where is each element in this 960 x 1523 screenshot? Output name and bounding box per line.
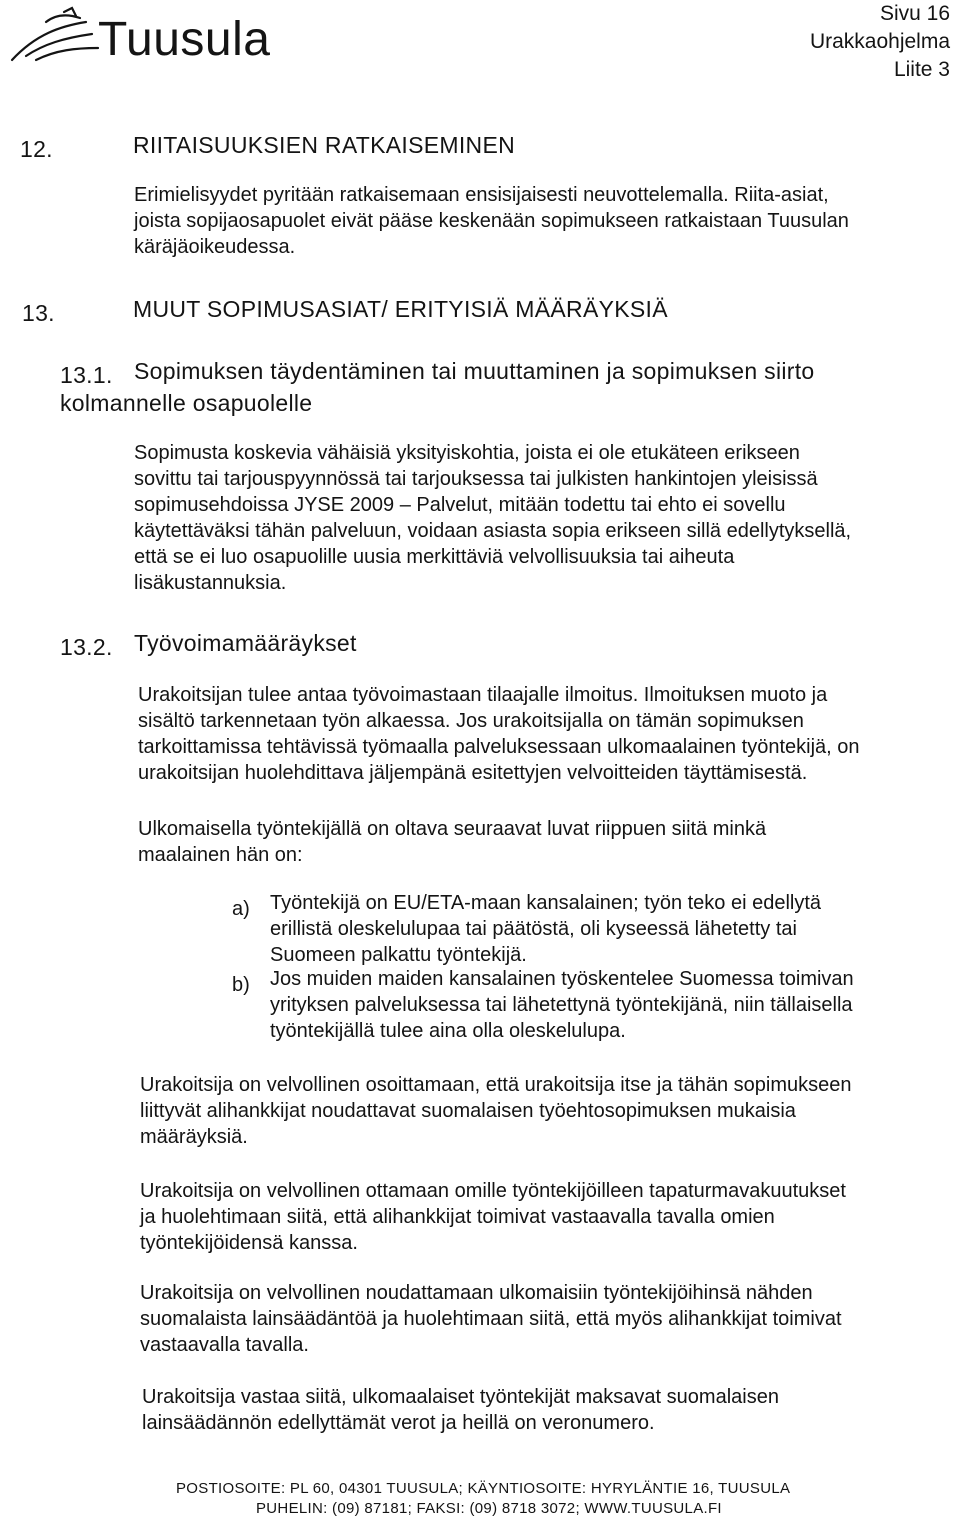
- text-line: lainsäädännön edellyttämät verot ja heillä on veronumero.: [142, 1412, 655, 1434]
- section-12-number: 12.: [20, 136, 53, 162]
- text-line: Jos muiden maiden kansalainen työskentelee Suomessa toimivan: [270, 968, 854, 990]
- section-13-2-title: Työvoimamääräykset: [134, 630, 357, 656]
- text-line: maalainen hän on:: [138, 844, 303, 866]
- paragraph-2: [138, 816, 766, 868]
- section-13-number: 13.: [22, 300, 55, 326]
- text-line: Urakoitsija vastaa siitä, ulkomaalaiset työntekijät maksavat suomalaisen: [142, 1386, 779, 1408]
- section-13-title: MUUT SOPIMUSASIAT/ ERITYISIÄ MÄÄRÄYKSIÄ: [133, 296, 668, 322]
- text-line: työntekijöidensä kanssa.: [140, 1232, 358, 1254]
- text-line: sopimusehdoissa JYSE 2009 – Palvelut, mitään todettu tai ehto ei sovellu: [134, 494, 786, 516]
- page-number: Sivu 16: [879, 2, 950, 25]
- text-line: Urakoitsija on velvollinen noudattamaan ulkomaisiin työntekijöihinsä nähden: [140, 1282, 813, 1304]
- text-line: ja huolehtimaan siitä, että alihankkijat toimivat vastaavalla tavalla omien: [140, 1206, 775, 1228]
- text-line: vastaavalla tavalla.: [140, 1334, 309, 1356]
- list-item-b: [270, 966, 854, 1044]
- footer-address: POSTIOSOITE: PL 60, 04301 TUUSULA; KÄYNTIOSOITE: HYRYLÄNTIE 16, TUUSULA: [176, 1480, 791, 1497]
- paragraph-3: [140, 1072, 852, 1150]
- text-line: sisältö tarkennetaan työn alkaessa. Jos urakoitsijalla on tämän sopimuksen: [138, 710, 804, 732]
- section-13-1-number: 13.1.: [60, 362, 113, 388]
- text-line: liittyvät alihankkijat noudattavat suomalaisen työehtosopimuksen mukaisia: [140, 1100, 796, 1122]
- text-line: Urakoitsija on velvollinen osoittamaan, että urakoitsija itse ja tähän sopimukseen: [140, 1074, 852, 1096]
- text-line: Sopimusta koskevia vähäisiä yksityiskohtia, joista ei ole etukäteen erikseen: [134, 442, 800, 464]
- text-line: suomalaista lainsäädäntöä ja huolehtimaan siitä, että myös alihankkijat toimivat: [140, 1308, 842, 1330]
- text-line: Urakoitsijan tulee antaa työvoimastaan tilaajalle ilmoitus. Ilmoituksen muoto ja: [138, 684, 828, 706]
- text-line: työntekijällä tulee aina olla oleskelulupa.: [270, 1020, 626, 1042]
- text-line: tarkoittamissa tehtävissä työmaalla palveluksessaan ulkomaalainen työntekijä, on: [138, 736, 860, 758]
- text-line: lisäkustannuksia.: [134, 572, 287, 594]
- text-line: erillistä oleskelulupaa tai päätöstä, oli kyseessä lähetetty tai: [270, 918, 797, 940]
- document-title: Urakkaohjelma: [809, 30, 950, 53]
- text-line: yrityksen palveluksessa tai lähetettynä työntekijänä, niin tällaisella: [270, 994, 853, 1016]
- text-line: määräyksiä.: [140, 1126, 248, 1148]
- logo-text: Tuusula: [98, 13, 271, 66]
- text-line: Ulkomaisella työntekijällä on oltava seuraavat luvat riippuen siitä minkä: [138, 818, 767, 840]
- list-item-a: [270, 890, 821, 968]
- section-13-1-title-line2: kolmannelle osapuolelle: [60, 390, 313, 416]
- text-line: käytettäväksi tähän palveluun, voidaan asiasta sopia erikseen sillä edellytyksellä,: [134, 520, 852, 542]
- paragraph-1: [138, 682, 860, 786]
- section-13-1-title-line1: Sopimuksen täydentäminen tai muuttaminen ja sopimuksen siirto: [134, 358, 815, 384]
- footer-contact: PUHELIN: (09) 87181; FAKSI: (09) 8718 3072; WWW.TUUSULA.FI: [256, 1500, 722, 1517]
- text-line: että se ei luo osapuolille uusia merkittäviä velvollisuuksia tai aiheuta: [134, 546, 735, 568]
- list-item-a-label: a): [232, 898, 250, 920]
- section-12-paragraph: [134, 182, 849, 260]
- section-13-1-paragraph: [134, 440, 851, 596]
- list-item-b-label: b): [232, 974, 250, 996]
- text-line: Urakoitsija on velvollinen ottamaan omille työntekijöilleen tapaturmavakuutukset: [140, 1180, 846, 1202]
- section-13-2-number: 13.2.: [60, 634, 113, 660]
- paragraph-5: [140, 1280, 842, 1358]
- text-line: urakoitsijan huolehdittava jäljempänä esitettyjen velvoitteiden täyttämisestä.: [138, 762, 808, 784]
- text-line: sovittu tai tarjouspyynnössä tai tarjouksessa tai julkisten hankintojen yleisissä: [134, 468, 818, 490]
- text-line: Erimielisyydet pyritään ratkaisemaan ensisijaisesti neuvottelemalla. Riita-asiat,: [134, 184, 829, 206]
- text-line: Työntekijä on EU/ETA-maan kansalainen; työn teko ei edellytä: [270, 892, 822, 914]
- text-line: joista sopijaosapuolet eivät pääse keskenään sopimukseen ratkaistaan Tuusulan: [134, 210, 849, 232]
- appendix-label: Liite 3: [893, 58, 950, 81]
- paragraph-4: [140, 1178, 846, 1256]
- text-line: Suomeen palkattu työntekijä.: [270, 944, 527, 966]
- section-12-title: RIITAISUUKSIEN RATKAISEMINEN: [133, 132, 515, 158]
- text-line: käräjäoikeudessa.: [134, 236, 296, 258]
- paragraph-6: [142, 1384, 779, 1436]
